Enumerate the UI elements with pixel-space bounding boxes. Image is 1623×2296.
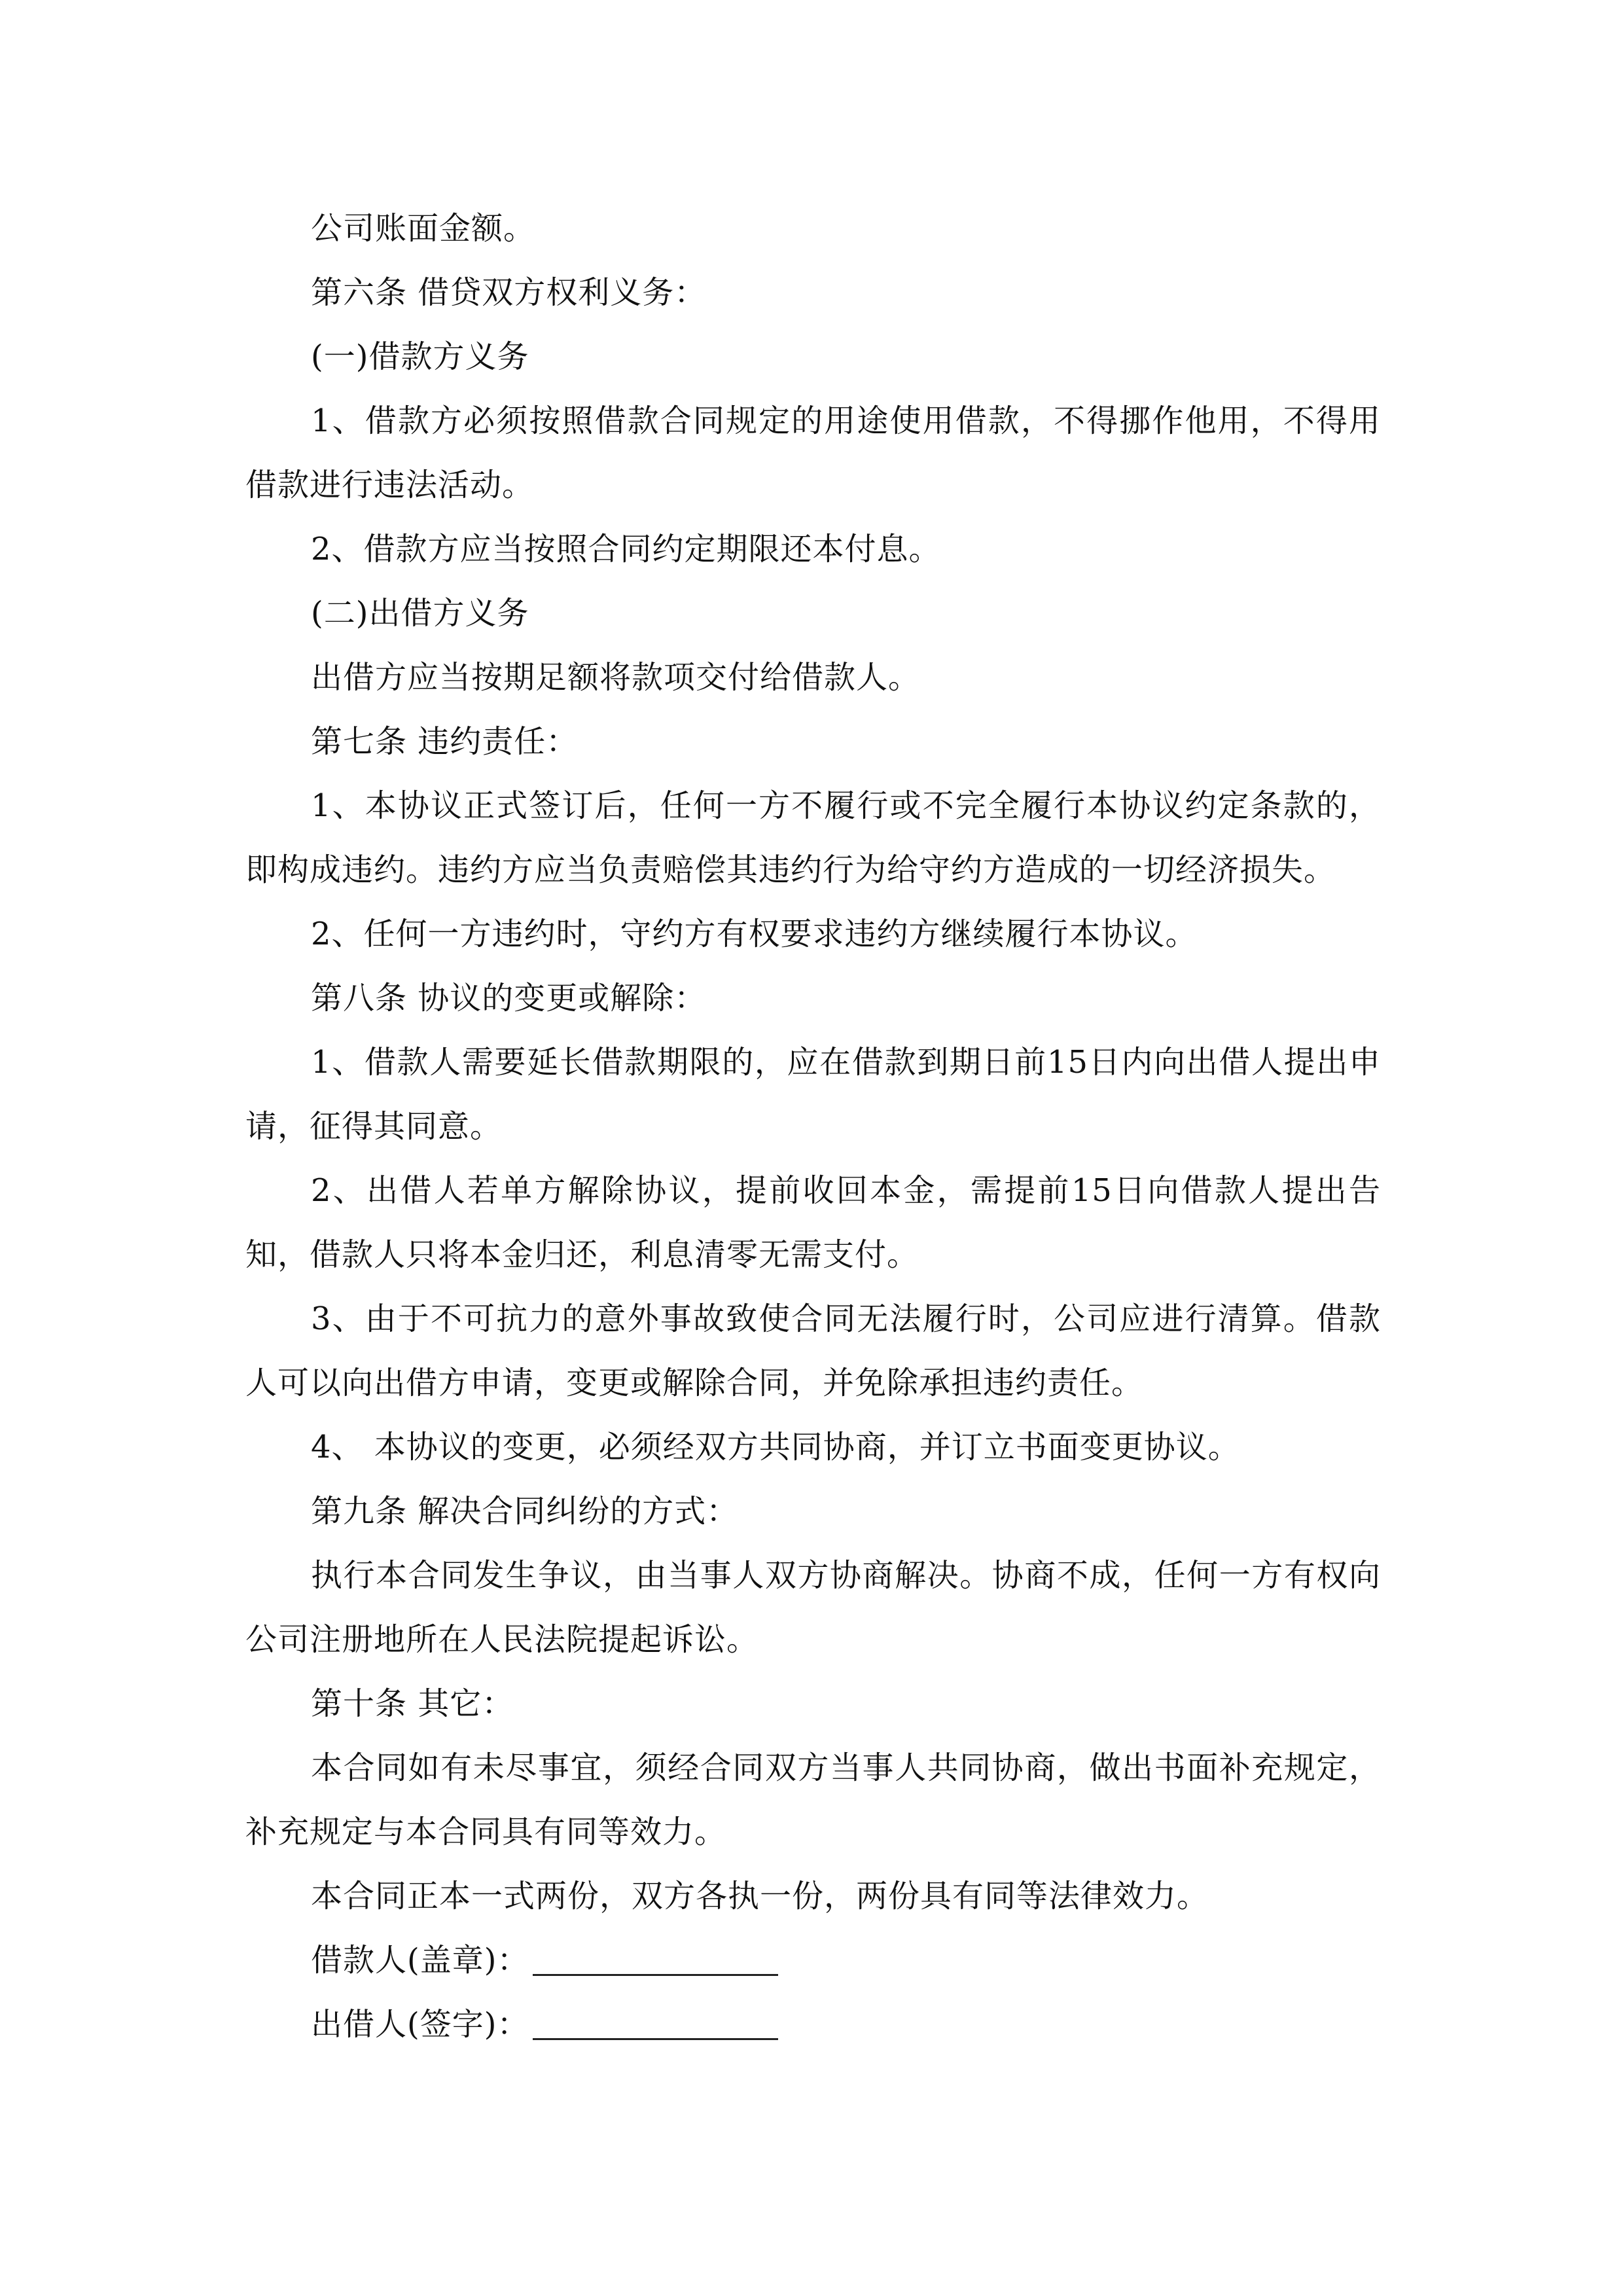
article-8-heading: 第八条 协议的变更或解除： [311, 980, 707, 1016]
paragraph: 公司账面金额。 [311, 210, 536, 247]
paragraph: 1、借款人需要延长借款期限的，应在借款到期日前15日内向出借人提出申请，征得其同意。 [245, 1044, 1381, 1145]
article-6-heading: 第六条 借贷双方权利义务： [311, 274, 707, 311]
borrower-signature-blank [533, 1937, 778, 1976]
article-10-heading: 第十条 其它： [311, 1685, 514, 1722]
lender-signature-line [245, 1992, 1381, 2056]
paragraph: 1、本协议正式签订后，任何一方不履行或不完全履行本协议约定条款的，即构成违约。违约方应当负责赔偿其违约行为给守约方造成的一切经济损失。 [245, 787, 1381, 888]
borrower-signature-line [245, 1928, 1381, 1992]
paragraph: (一)借款方义务 [311, 338, 529, 375]
paragraph: 2、任何一方违约时，守约方有权要求违约方继续履行本协议。 [311, 916, 1198, 952]
paragraph: 2、借款方应当按照合同约定期限还本付息。 [311, 531, 941, 567]
contract-body [245, 196, 1381, 2056]
paragraph: 本合同如有未尽事宜，须经合同双方当事人共同协商，做出书面补充规定，补充规定与本合同具有同等效力。 [245, 1749, 1381, 1850]
article-9-heading: 第九条 解决合同纠纷的方式： [311, 1493, 739, 1530]
paragraph: 执行本合同发生争议，由当事人双方协商解决。协商不成，任何一方有权向公司注册地所在人民法院提起诉讼。 [245, 1557, 1381, 1658]
paragraph: 2、出借人若单方解除协议，提前收回本金，需提前15日向借款人提出告知，借款人只将本金归还，利息清零无需支付。 [245, 1172, 1381, 1273]
lender-signature-label: 出借人(签字)： [311, 2006, 529, 2043]
article-7-heading: 第七条 违约责任： [311, 723, 579, 760]
paragraph: 出借方应当按期足额将款项交付给借款人。 [311, 659, 921, 696]
borrower-signature-label: 借款人(盖章)： [311, 1942, 529, 1979]
paragraph: 1、借款方必须按照借款合同规定的用途使用借款，不得挪作他用，不得用借款进行违法活动。 [245, 403, 1381, 503]
paragraph: (二)出借方义务 [311, 595, 529, 632]
lender-signature-blank [533, 2001, 778, 2040]
paragraph: 4、 本协议的变更，必须经双方共同协商，并订立书面变更协议。 [311, 1429, 1240, 1465]
paragraph: 本合同正本一式两份，双方各执一份，两份具有同等法律效力。 [311, 1878, 1209, 1914]
paragraph: 3、由于不可抗力的意外事故致使合同无法履行时，公司应进行清算。借款人可以向出借方申请，变更或解除合同，并免除承担违约责任。 [245, 1300, 1381, 1401]
